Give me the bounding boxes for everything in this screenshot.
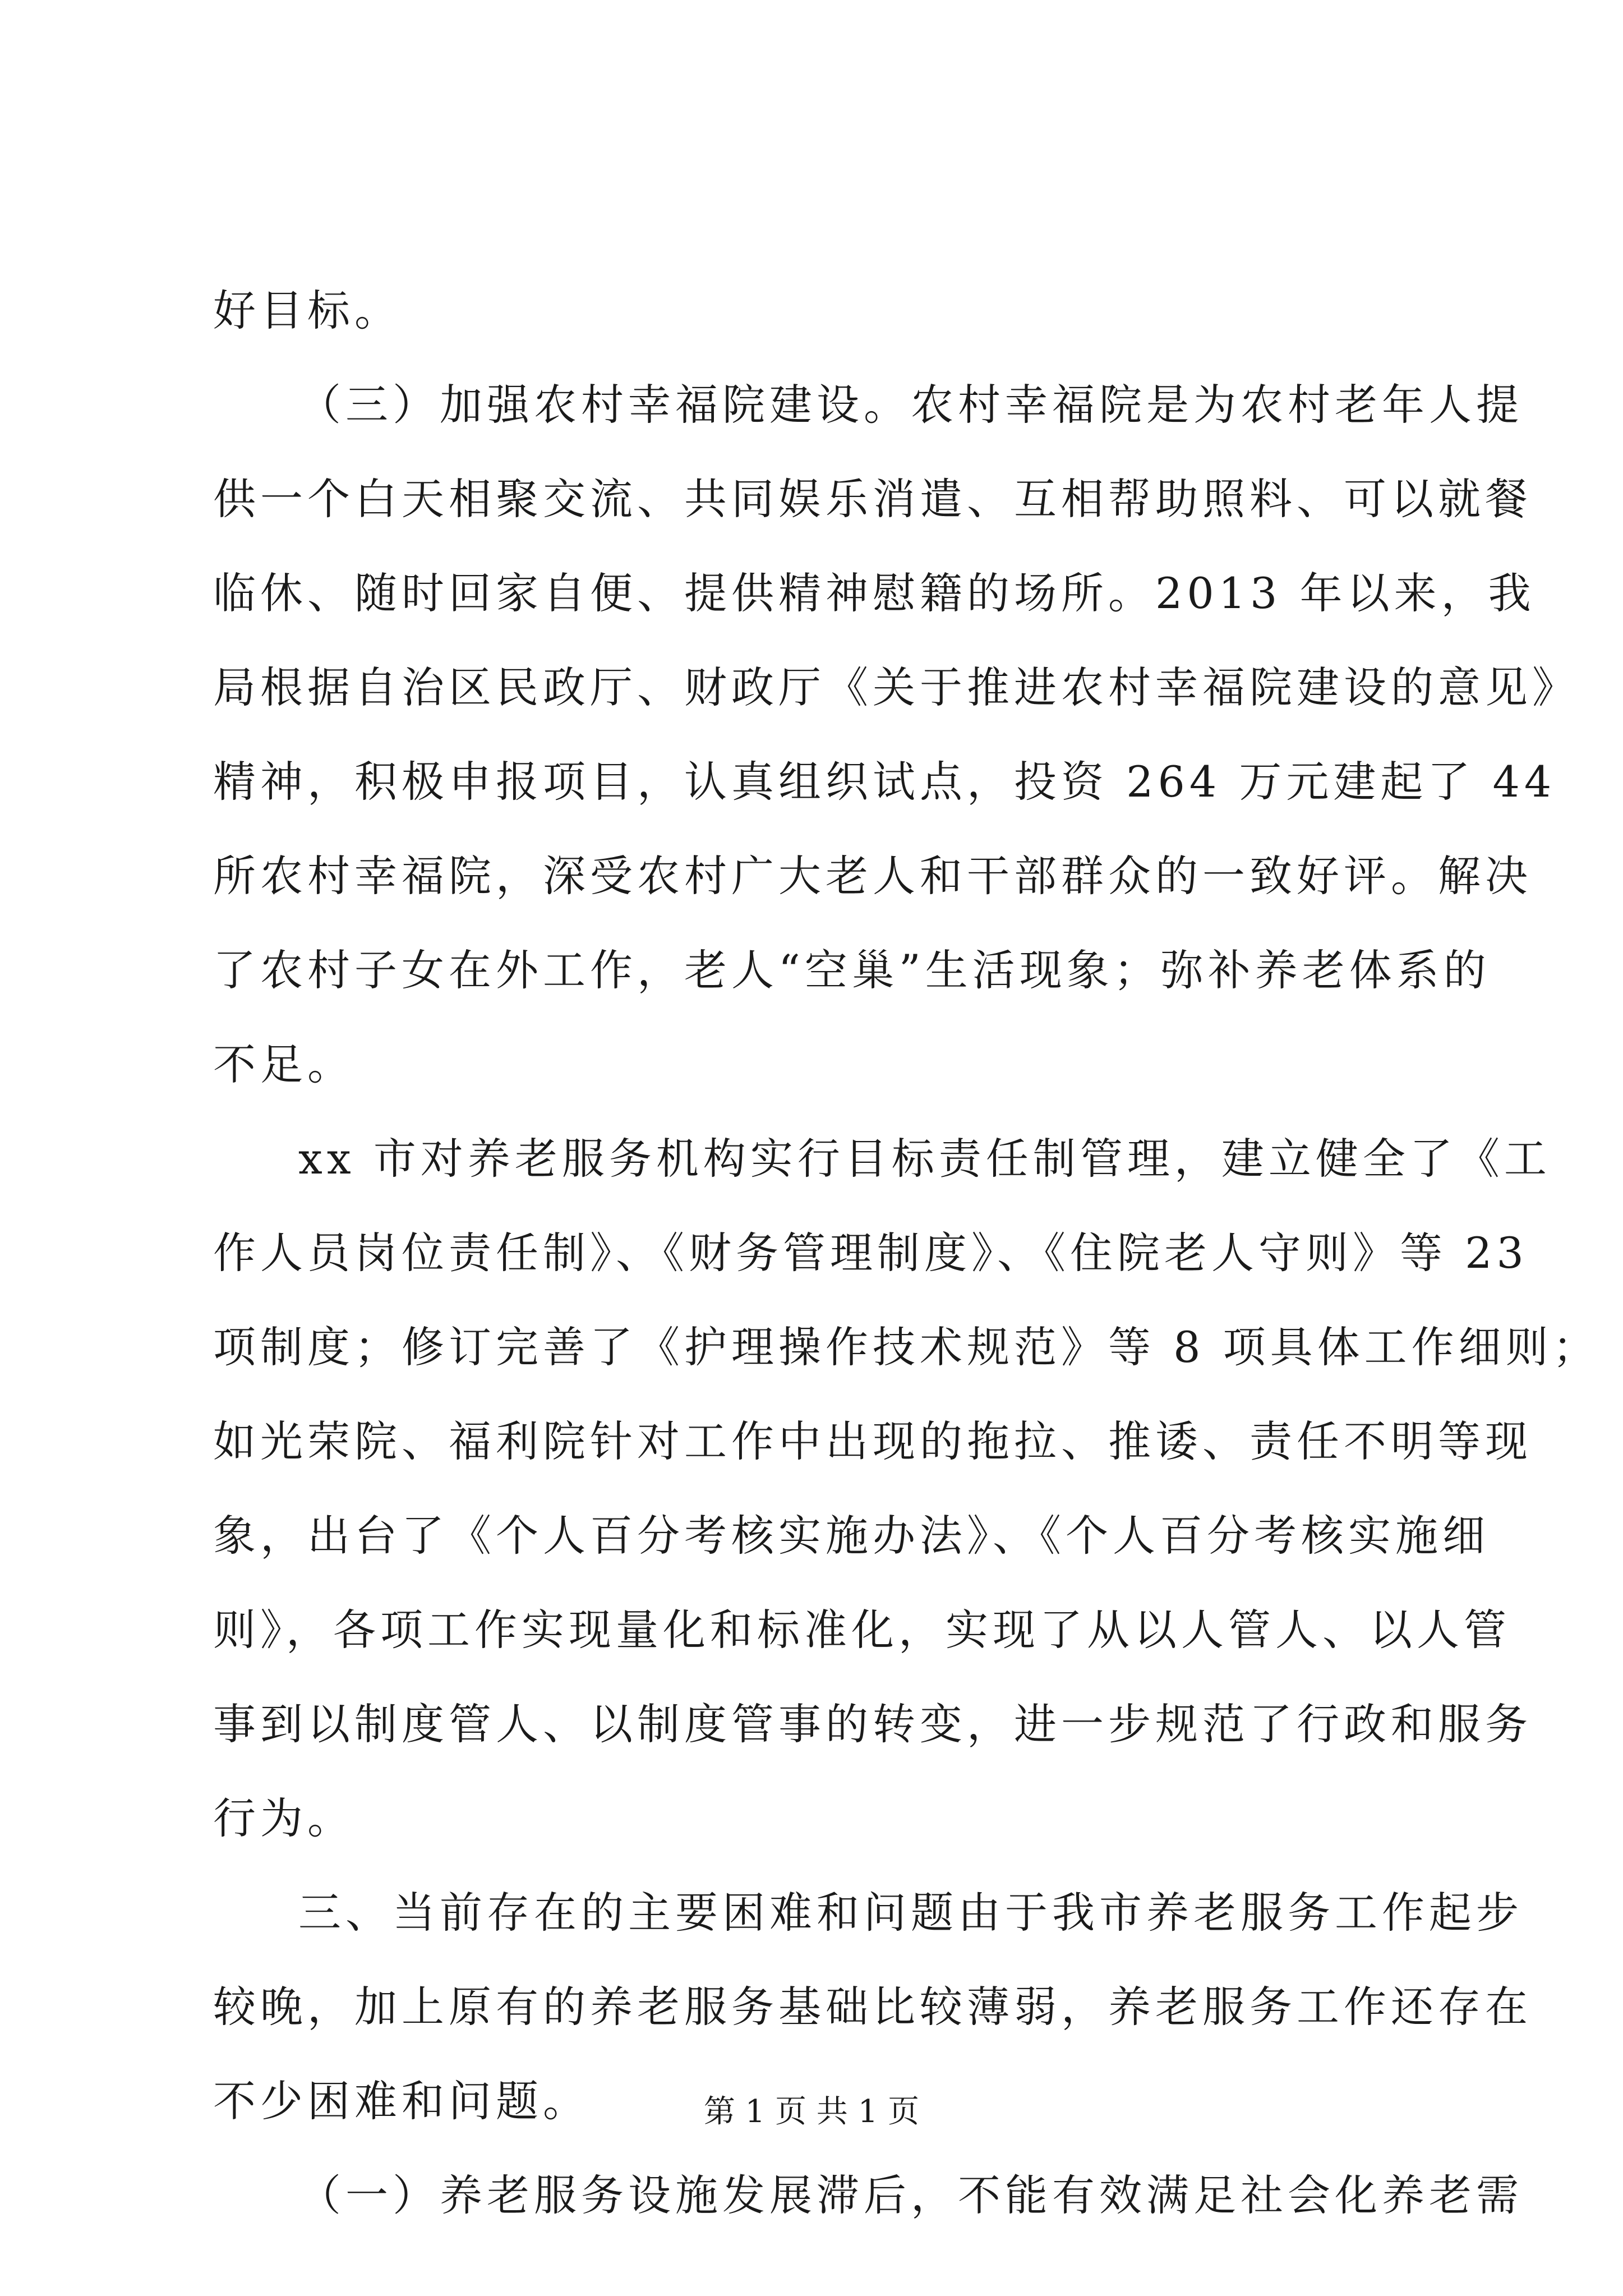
paragraph-line: 如光荣院、福利院针对工作中出现的拖拉、推诿、责任不明等现 <box>213 1416 1532 1466</box>
paragraph-line: 不少困难和问题。 <box>213 2076 590 2126</box>
paragraph-line: 三、当前存在的主要困难和问题由于我市养老服务工作起步 <box>298 1888 1523 1938</box>
paragraph-line: 则》，各项工作实现量化和标准化，实现了从以人管人、以人管 <box>213 1605 1511 1655</box>
paragraph-line: 了农村子女在外工作，老人“空巢”生活现象；弥补养老体系的 <box>213 945 1491 995</box>
paragraph-line: 局根据自治区民政厅、财政厅《关于推进农村幸福院建设的意见》 <box>213 662 1579 712</box>
paragraph-line: 所农村幸福院，深受农村广大老人和干部群众的一致好评。解决 <box>213 851 1532 901</box>
paragraph-line: （一）养老服务设施发展滞后，不能有效满足社会化养老需 <box>298 2170 1523 2220</box>
paragraph-line: 供一个白天相聚交流、共同娱乐消遣、互相帮助照料、可以就餐 <box>213 474 1532 524</box>
page-number-footer: 第 1 页 共 1 页 <box>703 2093 920 2130</box>
document-body <box>213 264 1600 2243</box>
paragraph-line: 不足。 <box>213 1039 354 1089</box>
paragraph-line: 项制度；修订完善了《护理操作技术规范》等 8 项具体工作细则； <box>213 1322 1600 1372</box>
paragraph-line: 精神，积极申报项目，认真组织试点，投资 264 万元建起了 44 <box>213 757 1556 807</box>
paragraph-line: xx 市对养老服务机构实行目标责任制管理，建立健全了《工 <box>298 1134 1551 1184</box>
paragraph-line: 行为。 <box>213 1793 354 1843</box>
paragraph-line: （三）加强农村幸福院建设。农村幸福院是为农村老年人提 <box>298 380 1523 430</box>
paragraph-line: 临休、随时回家自便、提供精神慰籍的场所。2013 年以来，我 <box>213 568 1536 618</box>
paragraph-line: 象，出台了《个人百分考核实施办法》、《个人百分考核实施细 <box>213 1511 1490 1561</box>
paragraph-line: 较晚，加上原有的养老服务基础比较薄弱，养老服务工作还存在 <box>213 1982 1532 2032</box>
paragraph-line: 好目标。 <box>213 286 402 335</box>
paragraph-line: 事到以制度管人、以制度管事的转变，进一步规范了行政和服务 <box>213 1699 1532 1749</box>
paragraph-line: 作人员岗位责任制》、《财务管理制度》、《住院老人守则》等 23 <box>213 1228 1528 1278</box>
